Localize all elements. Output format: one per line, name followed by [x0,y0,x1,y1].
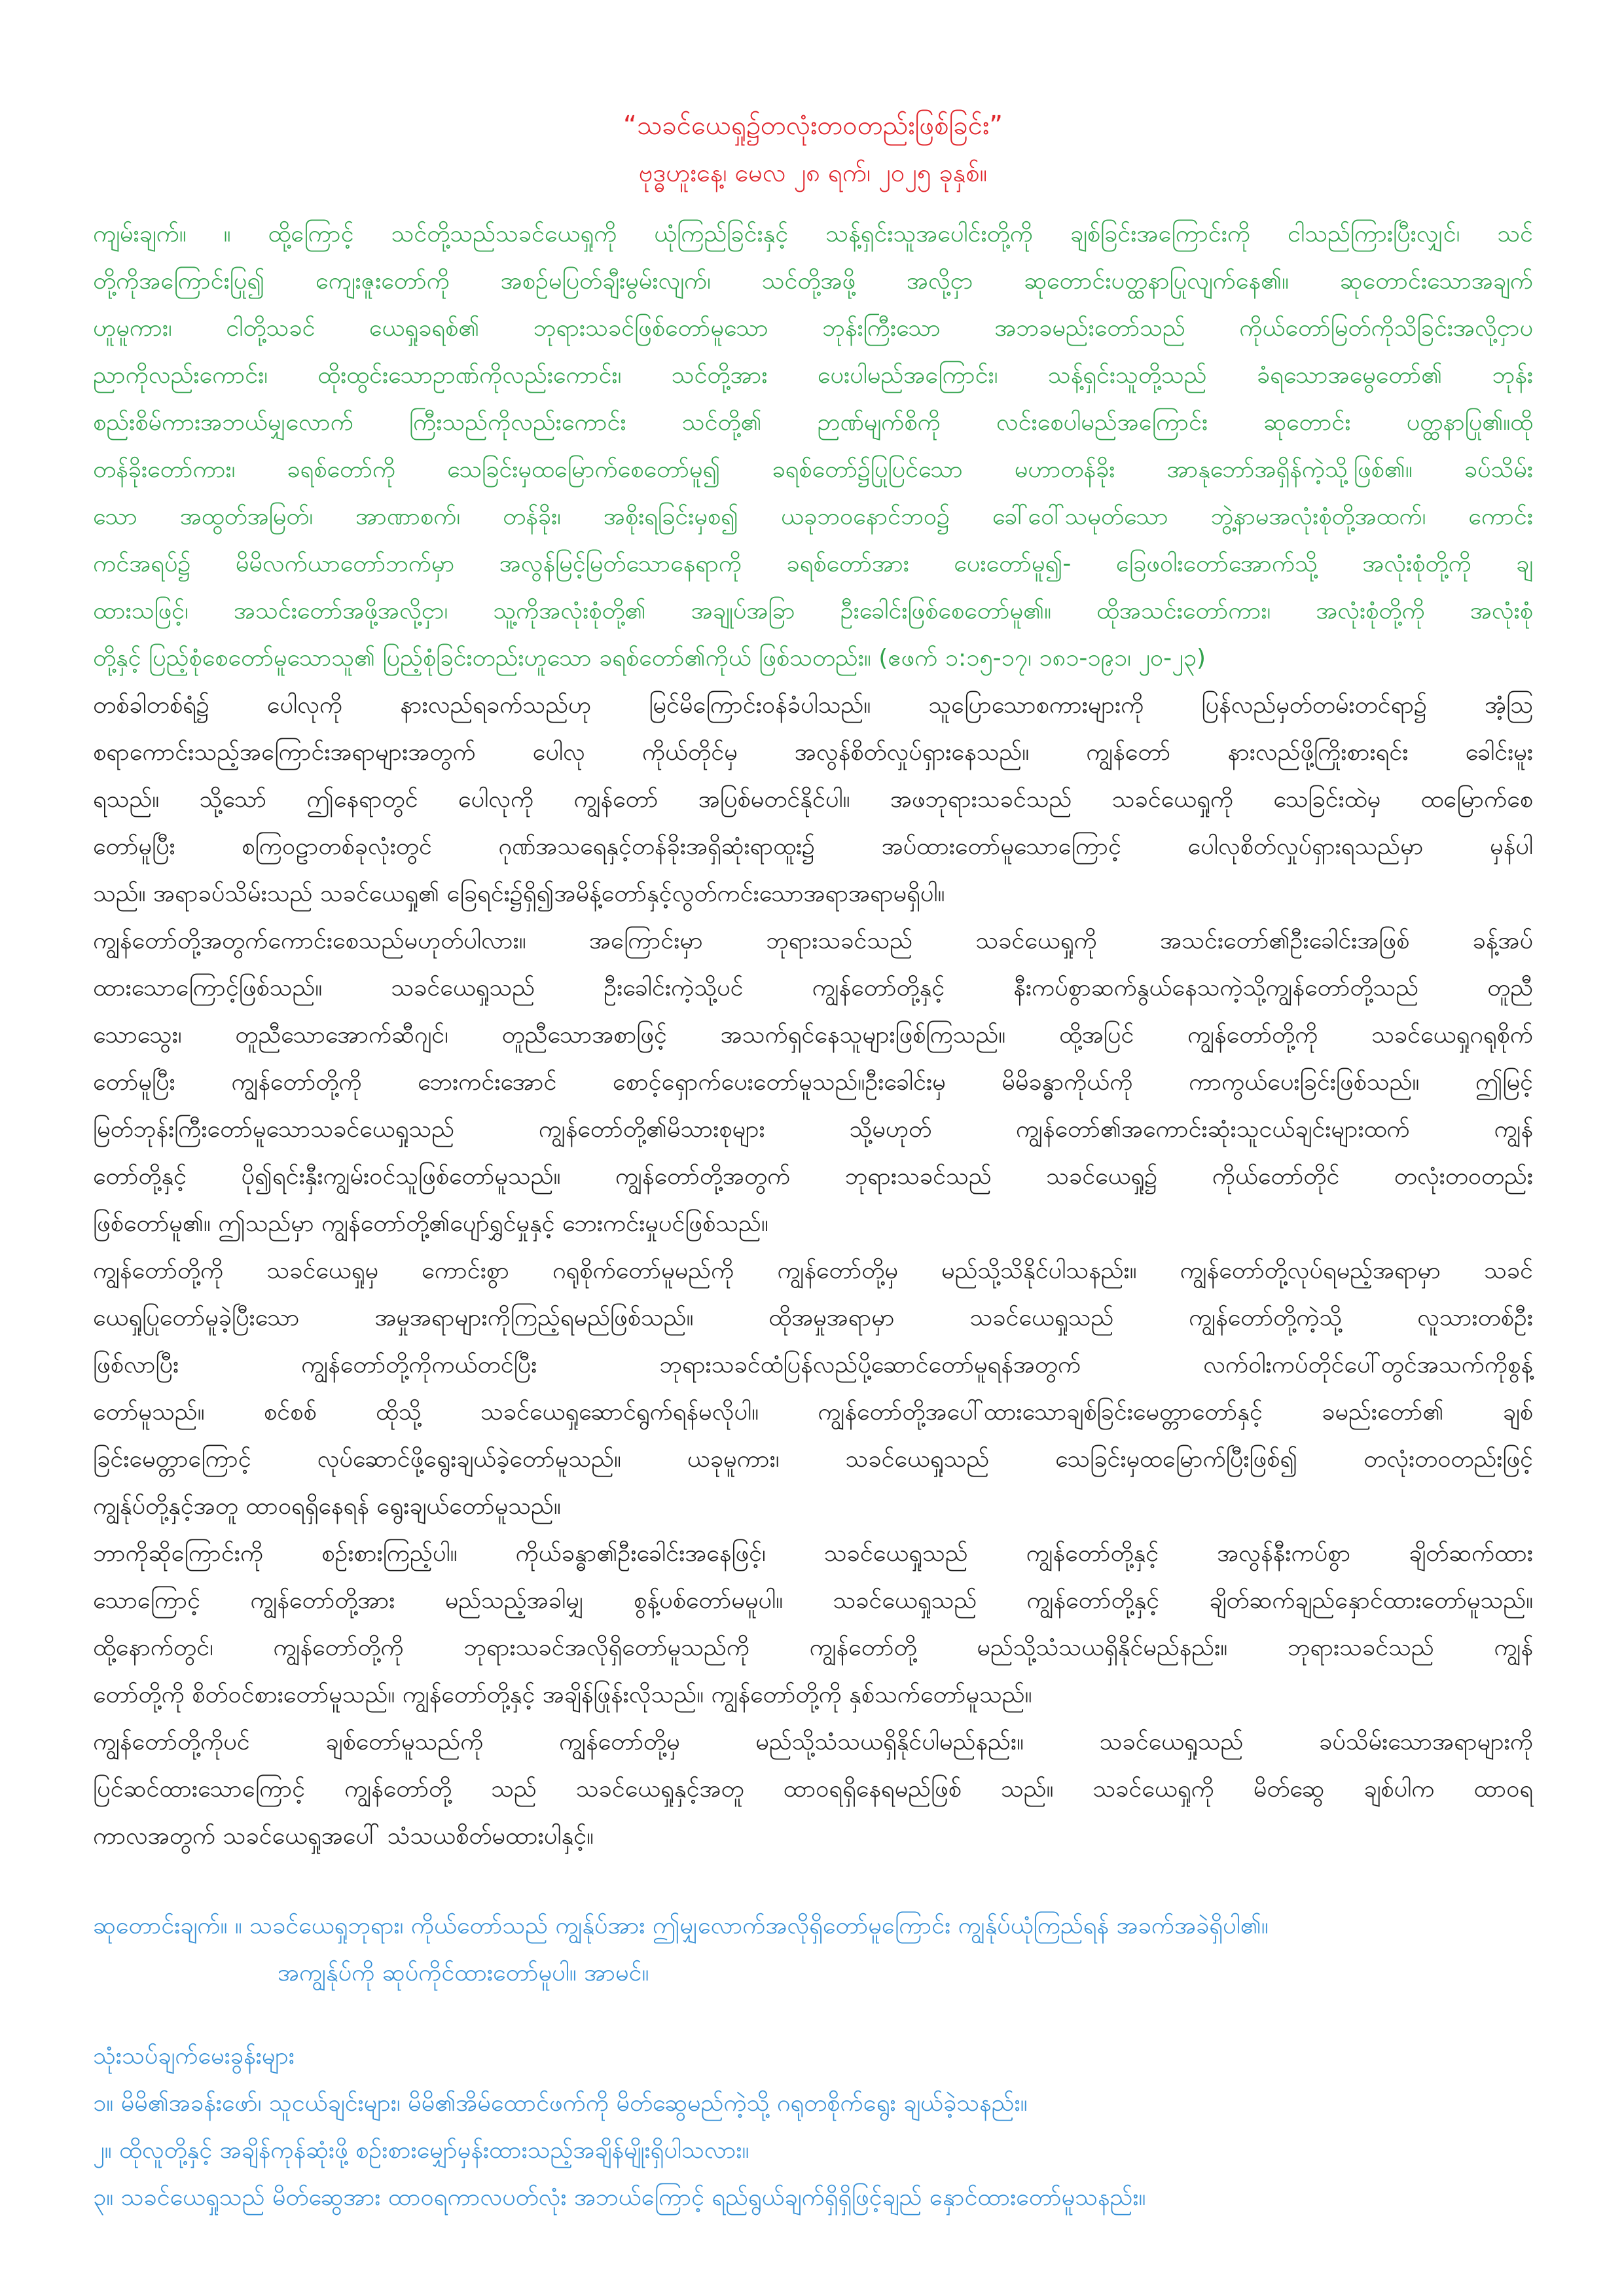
paragraph-line: ကျွန်ုပ်တို့နှင့်အတူ ထာဝရရှိနေရန် ရွေးချယ်တော်မူသည်။ [93,1493,561,1520]
paragraph-line: စရာကောင်းသည့်အကြောင်းအရာများအတွက် ပေါလု ကိုယ်တိုင်မှ အလွန်စိတ်လှုပ်ရှားနေသည်။ ကျွန်တော် နားလည်ဖို့ကြိုးစားရင်း ခေါင်းမူး [93,739,1533,766]
prayer-line: ဆုတောင်းချက်။ ။ သခင်ယေရှုဘုရား၊ ကိုယ်တော်သည် ကျွန်ုပ်အား ဤမျှလောက်အလိုရှိတော်မူကြောင်း ကျွန်ုပ်ယုံကြည်ရန် အခက်အခဲရှိပါ၏။ [93,1912,1269,1939]
paragraph-line: မြတ်ဘုန်းကြီးတော်မူသောသခင်ယေရှုသည် ကျွန်တော်တို့၏မိသားစုများ သို့မဟုတ် ကျွန်တော်၏အကောင်းဆုံးသူငယ်ချင်းများထက် ကျွန် [93,1116,1533,1143]
scripture-line: ကျမ်းချက်။ ။ ထို့ကြောင့် သင်တို့သည်သခင်ယေရှုကို ယုံကြည်ခြင်းနှင့် သန့်ရှင်းသူအပေါင်းတို့ကို ချစ်ခြင်းအကြောင်းကို ငါသည်ကြားပြီးလျှင်၊ သင် [93,221,1533,247]
scripture-line: ဟူမူကား၊ ငါတို့သခင် ယေရှုခရစ်၏ ဘုရားသခင်ဖြစ်တော်မူသော ဘုန်းကြီးသော အဘခမည်းတော်သည် ကိုယ်တော်မြတ်ကိုသိခြင်းအလို့ငှာပ [93,315,1533,342]
scripture-line-reference: တို့နှင့် ပြည့်စုံစေတော်မူသောသူ၏ ပြည့်စုံခြင်းတည်းဟူသော ခရစ်တော်၏ကိုယ် ဖြစ်သတည်း။ (ဧဖက် ၁:၁၅-၁၇၊ ၁၈၁-၁၉၁၊ ၂၀-၂၃) [93,645,1206,672]
paragraph-line: တော်မူပြီး ကျွန်တော်တို့ကို ဘေးကင်းအောင် စောင့်ရှောက်ပေးတော်မူသည်။ဦးခေါင်းမှ မိမိခန္ဓာကိုယ်ကို ကာကွယ်ပေးခြင်းဖြစ်သည်။ ဤမြင့် [93,1069,1533,1096]
paragraph-line: သည်။ အရာခပ်သိမ်းသည် သခင်ယေရှု၏ ခြေရင်း၌ရှိ၍အမိန့်တော်နှင့်လွတ်ကင်းသောအရာအရာမရှိပါ။ [93,880,945,907]
devotional-paragraph-3 [93,1247,1533,1530]
reflection-questions [93,2033,1533,2221]
reflection-question-2: ၂။ ထိုလူတို့နှင့် အချိန်ကုန်ဆုံးဖို့ စဉ်းစားမျှော်မှန်းထားသည့်အချိန်မျိုးရှိပါသလား။ [93,2137,749,2164]
paragraph-line: ပြင်ဆင်ထားသောကြောင့် ကျွန်တော်တို့ သည် သခင်ယေရှုနှင့်အတူ ထာဝရရှိနေရမည်ဖြစ် သည်။ သခင်ယေရှုကို မိတ်ဆွေ ချစ်ပါက ထာဝရ [93,1776,1533,1803]
devotional-paragraph-1 [93,682,1533,918]
scripture-line: ထားသဖြင့်၊ အသင်းတော်အဖို့အလို့ငှာ၊ သူ့ကိုအလုံးစုံတို့၏ အချုပ်အခြာ ဦးခေါင်းဖြစ်စေတော်မူ၏။ ထိုအသင်းတော်ကား၊ အလုံးစုံတို့ကို အလုံးစုံ [93,598,1533,624]
paragraph-line: ကျွန်တော်တို့ကို သခင်ယေရှုမှ ကောင်းစွာ ဂရုစိုက်တော်မူမည်ကို ကျွန်တော်တို့မှ မည်သို့သိနိုင်ပါသနည်း။ ကျွန်တော်တို့လုပ်ရမည့်အရာမှာ သခင် [93,1257,1533,1284]
scripture-line: ညာကိုလည်းကောင်း၊ ထိုးထွင်းသောဥာဏ်ကိုလည်းကောင်း၊ သင်တို့အား ပေးပါမည်အကြောင်း၊ သန့်ရှင်းသူတို့သည် ခံရသောအမွေတော်၏ ဘုန်း [93,362,1533,389]
devotional-title: “သခင်ယေရှု၌တလုံးတဝတည်းဖြစ်ခြင်း” [623,111,1003,141]
paragraph-line: ထားသောကြောင့်ဖြစ်သည်။ သခင်ယေရှုသည် ဦးခေါင်းကဲ့သို့ပင် ကျွန်တော်တို့နှင့် နီးကပ်စွာဆက်နွယ်နေသကဲ့သို့ကျွန်တော်တို့သည် တူညီ [93,975,1533,1001]
devotional-date: ဗုဒ္ဓဟူးနေ့၊ မေလ ၂၈ ရက်၊ ၂၀၂၅ ခုနှစ်။ [638,158,988,187]
prayer-section [93,1903,1533,1997]
paragraph-line: သောကြောင့် ကျွန်တော်တို့အား မည်သည့်အခါမျှ စွန့်ပစ်တော်မမူပါ။ သခင်ယေရှုသည် ကျွန်တော်တို့နှင့် ချိတ်ဆက်ချည်နှောင်ထားတော်မူသည်။ [93,1587,1533,1614]
scripture-line: စည်းစိမ်ကားအဘယ်မျှလောက် ကြီးသည်ကိုလည်းကောင်း သင်တို့၏ ဉာဏ်မျက်စိကို လင်းစေပါမည်အကြောင်း ဆုတောင်း ပတ္ထနာပြု၏။ထို [93,409,1533,436]
reflection-question-1: ၁။ မိမိ၏အခန်းဖော်၊ သူငယ်ချင်းများ၊ မိမိ၏အိမ်ထောင်ဖက်ကို မိတ်ဆွေမည်ကဲ့သို့ ဂရုတစိုက်ရွေး ချယ်ခဲ့သနည်း။ [93,2090,1028,2117]
devotional-paragraph-4 [93,1530,1533,1719]
paragraph-line: တော်မူသည်။ စင်စစ် ထိုသို့ သခင်ယေရှုဆောင်ရွက်ရန်မလိုပါ။ ကျွန်တော်တို့အပေါ်ထားသောချစ်ခြင်းမေတ္တာတော်နှင့် ခမည်းတော်၏ ချစ် [93,1399,1533,1426]
paragraph-line: တော်တို့နှင့် ပို၍ရင်းနှီးကျွမ်းဝင်သူဖြစ်တော်မူသည်။ ကျွန်တော်တို့အတွက် ဘုရားသခင်သည် သခင်ယေရှု၌ ကိုယ်တော်တိုင် တလုံးတဝတည်း [93,1163,1533,1190]
paragraph-line: ဖြစ်တော်မူ၏။ ဤသည်မှာ ကျွန်တော်တို့၏ပျော်ရွှင်မှုနှင့် ဘေးကင်းမှုပင်ဖြစ်သည်။ [93,1210,768,1237]
paragraph-line: ယေရှုပြုတော်မူခဲ့ပြီးသော အမှုအရာများကိုကြည့်ရမည်ဖြစ်သည်။ ထိုအမှုအရာမှာ သခင်ယေရှုသည် ကျွန်တော်တို့ကဲ့သို့ လူသားတစ်ဦး [93,1304,1533,1331]
reflection-heading: သုံးသပ်ချက်မေးခွန်းများ [93,2043,295,2070]
paragraph-line: တော်တို့ကို စိတ်ဝင်စားတော်မူသည်။ ကျွန်တော်တို့နှင့် အချိန်ဖြုန်းလိုသည်။ ကျွန်တော်တို့ကို နှစ်သက်တော်မူသည်။ [93,1681,1032,1708]
paragraph-line: တော်မူပြီး စကြဝဠာတစ်ခုလုံးတွင် ဂုဏ်အသရေနှင့်တန်ခိုးအရှိဆုံးရာထူး၌ အပ်ထားတော်မူသောကြောင့် ပေါလုစိတ်လှုပ်ရှားရသည်မှာ မှန်ပါ [93,833,1533,860]
scripture-passage [93,211,1533,682]
devotional-paragraph-5 [93,1719,1533,1860]
paragraph-line: ကာလအတွက် သခင်ယေရှုအပေါ် သံသယစိတ်မထားပါနှင့်။ [93,1823,594,1850]
scripture-line: ကင်အရပ်၌ မိမိလက်ယာတော်ဘက်မှာ အလွန်မြင့်မြတ်သောနေရာကို ခရစ်တော်အား ပေးတော်မူ၍- ခြေဖဝါးတော်အောက်သို့ အလုံးစုံတို့ကို ချ [93,550,1533,577]
scripture-line: တို့ကိုအကြောင်းပြု၍ ကျေးဇူးတော်ကို အစဉ်မပြတ်ချီးမွမ်းလျက်၊ သင်တို့အဖို့ အလို့ငှာ ဆုတောင်းပတ္ထနာပြုလျက်နေ၏။ ဆုတောင်းသောအချက် [93,268,1533,295]
prayer-line-closing: အကျွန်ုပ်ကို ဆုပ်ကိုင်ထားတော်မူပါ။ အာမင်။ [278,1960,649,1986]
paragraph-line: ဘာကိုဆိုကြောင်းကို စဉ်းစားကြည့်ပါ။ ကိုယ်ခန္ဓာ၏ဦးခေါင်းအနေဖြင့်၊ သခင်ယေရှုသည် ကျွန်တော်တို့နှင့် အလွန်နီးကပ်စွာ ချိတ်ဆက်ထား [93,1540,1533,1567]
paragraph-line: ဖြစ်လာပြီး ကျွန်တော်တို့ကိုကယ်တင်ပြီး ဘုရားသခင်ထံပြန်လည်ပို့ဆောင်တော်မူရန်အတွက် လက်ဝါးကပ်တိုင်ပေါ်တွင်အသက်ကိုစွန့် [93,1352,1533,1378]
paragraph-line: ထို့နောက်တွင်၊ ကျွန်တော်တို့ကို ဘုရားသခင်အလိုရှိတော်မူသည်ကို ကျွန်တော်တို့ မည်သို့သံသယရှိနိုင်မည်နည်း။ ဘုရားသခင်သည် ကျွန် [93,1634,1533,1661]
paragraph-line: တစ်ခါတစ်ရံ၌ ပေါလုကို နားလည်ရခက်သည်ဟု မြင်မိကြောင်းဝန်ခံပါသည်။ သူပြောသောစကားများကို ပြန်လည်မှတ်တမ်းတင်ရာ၌ အံ့သြ [93,692,1533,719]
scripture-line: သော အထွတ်အမြတ်၊ အာဏာစက်၊ တန်ခိုး၊ အစိုးရခြင်းမှစ၍ ယခုဘဝနောင်ဘဝ၌ ခေါ်ဝေါ်သမုတ်သော ဘွဲ့နာမအလုံးစုံတို့အထက်၊ ကောင်း [93,503,1533,530]
paragraph-line: သောသွေး၊ တူညီသောအောက်ဆီဂျင်၊ တူညီသောအစာဖြင့် အသက်ရှင်နေသူများဖြစ်ကြသည်။ ထို့အပြင် ကျွန်တော်တို့ကို သခင်ယေရှုဂရုစိုက် [93,1022,1533,1049]
scripture-line: တန်ခိုးတော်ကား၊ ခရစ်တော်ကို သေခြင်းမှထမြောက်စေတော်မူ၍ ခရစ်တော်၌ပြုပြင်သော မဟာတန်ခိုး အာနုဘော်အရှိန်ကဲ့သို့ဖြစ်၏။ ခပ်သိမ်း [93,456,1533,483]
paragraph-line: ရသည်။ သို့သော် ဤနေရာတွင် ပေါလုကို ကျွန်တော် အပြစ်မတင်နိုင်ပါ။ အဖဘုရားသခင်သည် သခင်ယေရှုကို သေခြင်းထဲမှ ထမြောက်စေ [93,786,1533,813]
paragraph-line: ခြင်းမေတ္တာကြောင့် လုပ်ဆောင်ဖို့ရွေးချယ်ခဲ့တော်မူသည်။ ယခုမူကား၊ သခင်ယေရှုသည် သေခြင်းမှထမြောက်ပြီးဖြစ်၍ တလုံးတဝတည်းဖြင့် [93,1446,1533,1473]
paragraph-line: ကျွန်တော်တို့ကိုပင် ချစ်တော်မူသည်ကို ကျွန်တော်တို့မှ မည်သို့သံသယရှိနိုင်ပါမည်နည်း။ သခင်ယေရှုသည် ခပ်သိမ်းသောအရာများကို [93,1729,1533,1755]
devotional-paragraph-2 [93,918,1533,1247]
paragraph-line: ကျွန်တော်တို့အတွက်ကောင်းစေသည်မဟုတ်ပါလား။ အကြောင်းမှာ ဘုရားသခင်သည် သခင်ယေရှုကို အသင်းတော်၏ဦးခေါင်းအဖြစ် ခန့်အပ် [93,927,1533,954]
reflection-question-3: ၃။ သခင်ယေရှုသည် မိတ်ဆွေအား ထာဝရကာလပတ်လုံး အဘယ်ကြောင့် ရည်ရွယ်ချက်ရှိရှိဖြင့်ချည် နှောင်ထားတော်မူသနည်း။ [93,2184,1146,2211]
document-content [93,102,1533,2221]
